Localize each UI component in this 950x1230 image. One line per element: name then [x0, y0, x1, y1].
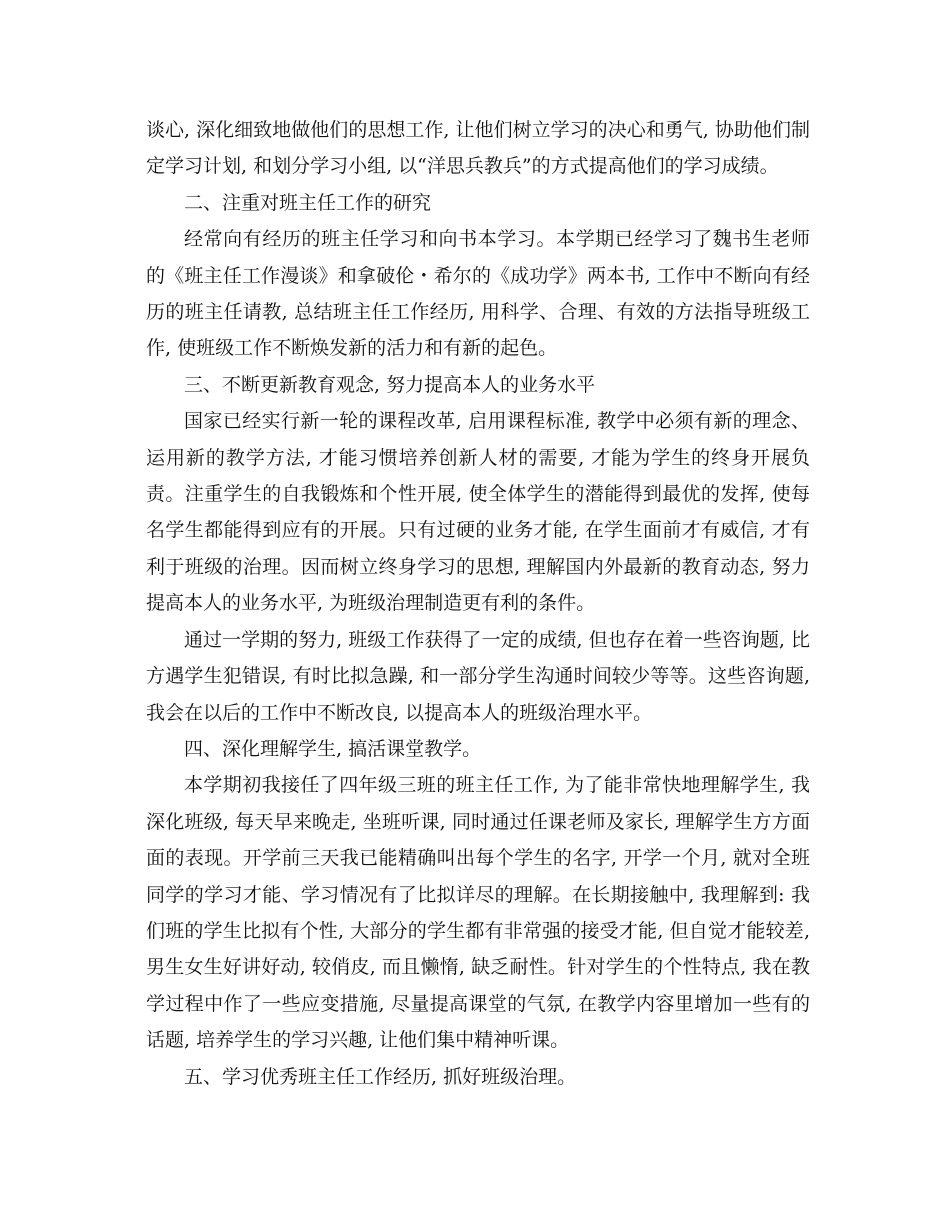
- paragraph-continued: 谈心, 深化细致地做他们的思想工作, 让他们树立学习的决心和勇气, 协助他们制定学习计划, 和划分学习小组, 以“洋思兵教兵”的方式提高他们的学习成绩。: [146, 119, 810, 178]
- section-heading-5: 五、学习优秀班主任工作经历, 抓好班级治理。: [184, 1065, 577, 1088]
- paragraph-study: 经常向有经历的班主任学习和向书本学习。本学期已经学习了魏书生老师的《班主任工作漫谈》和拿破伦・希尔的《成功学》两本书, 工作中不断向有经历的班主任请教, 总结班主任工作经历, 用科学、合理、有效的方法指导班级工作, 使班级工作不断焕发新的活力和有新的起色。: [146, 228, 810, 360]
- paragraph-semester-summary: 通过一学期的努力, 班级工作获得了一定的成绩, 但也存在着一些咨询题, 比方遇学生犯错误, 有时比拟急躁, 和一部分学生沟通时间较少等等。这些咨询题, 我会在以后的工作中不断改良, 以提高本人的班级治理水平。: [146, 628, 810, 724]
- section-heading-4: 四、深化理解学生, 搞活课堂教学。: [184, 737, 482, 760]
- paragraph-curriculum-reform: 国家已经实行新一轮的课程改革, 启用课程标准, 教学中必须有新的理念、运用新的教学方法, 才能习惯培养创新人材的需要, 才能为学生的终身开展负责。注重学生的自我锻炼和个性开展, 使全体学生的潜能得到最优的发挥, 使每名学生都能得到应有的开展。只有过硬的业务才能, 在学生面前才有威信, 才有利于班级的治理。因而树立终身学习的思想, 理解国内外最新的教育动态, 努力提高本人的业务水平, 为班级治理制造更有利的条件。: [146, 410, 810, 615]
- document-body: [146, 112, 810, 1095]
- section-heading-3: 三、不断更新教育观念, 努力提高本人的业务水平: [184, 373, 596, 396]
- section-heading-2: 二、注重对班主任工作的研究: [184, 191, 432, 214]
- paragraph-understand-students: 本学期初我接任了四年级三班的班主任工作, 为了能非常快地理解学生, 我深化班级, 每天早来晚走, 坐班听课, 同时通过任课老师及家长, 理解学生方方面面的表现。开学前三天我已能精确叫出每个学生的名字, 开学一个月, 就对全班同学的学习才能、学习情况有了比拟详尽的理解。在长期接触中, 我理解到: 我们班的学生比拟有个性, 大部分的学生都有非常强的接受才能, 但自觉才能较差, 男生女生好讲好动, 较俏皮, 而且懒惰, 缺乏耐性。针对学生的个性特点, 我在教学过程中作了一些应变措施, 尽量提高课堂的气氛, 在教学内容里增加一些有的话题, 培养学生的学习兴趣, 让他们集中精神听课。: [146, 774, 810, 1052]
